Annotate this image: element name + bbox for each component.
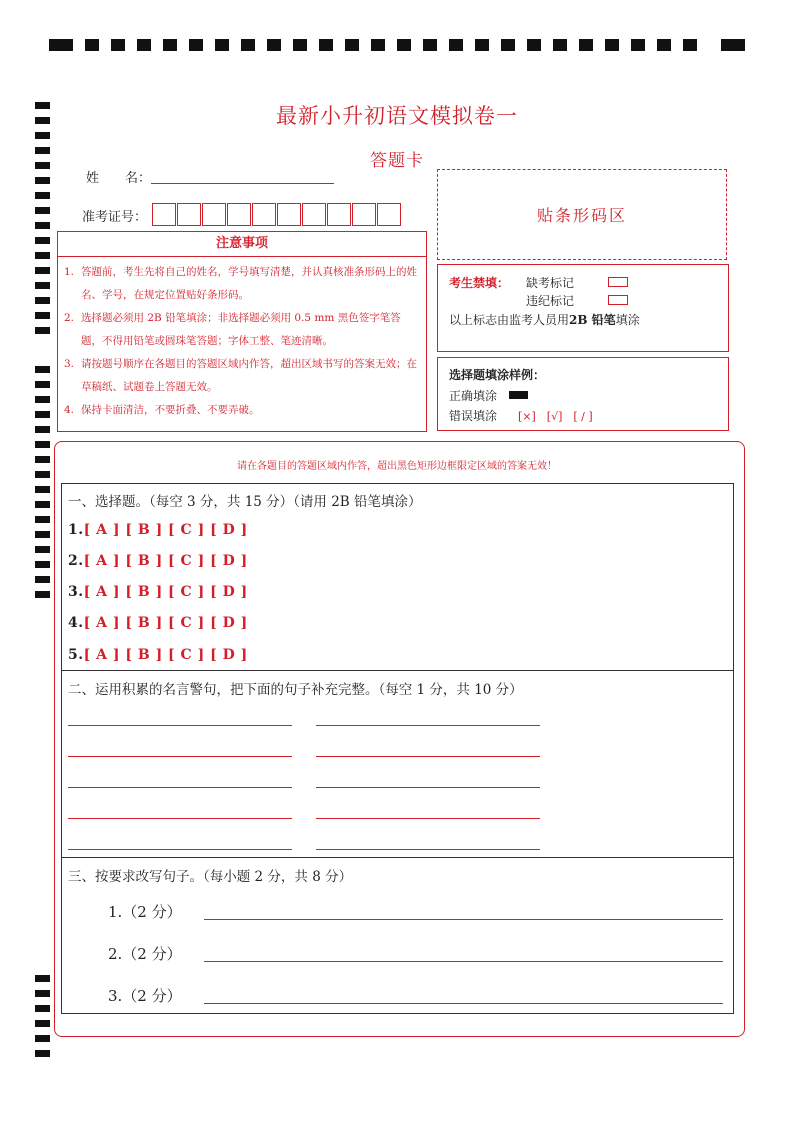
sample-title: 选择题填涂样例： [449, 368, 546, 382]
fill-blank-line[interactable] [316, 849, 540, 850]
choice-question[interactable]: 2.[ A ] [ B ] [ C ] [ D ] [68, 553, 248, 569]
correct-fill-label: 正确填涂 [449, 389, 498, 403]
exam-id-boxes [152, 203, 402, 226]
timing-mark [293, 39, 307, 51]
fill-blank-line[interactable] [316, 787, 540, 788]
fill-blank-line[interactable] [68, 725, 292, 726]
notice-box [57, 231, 427, 432]
absent-mark-label: 缺考标记 [526, 276, 575, 290]
timing-mark [683, 39, 697, 51]
choice-question[interactable]: 4.[ A ] [ B ] [ C ] [ D ] [68, 615, 248, 631]
side-mark [35, 516, 50, 523]
side-mark [35, 531, 50, 538]
fill-blank-line[interactable] [68, 756, 292, 757]
notice-item: 4. 保持卡面清洁，不要折叠、不要弄破。 [64, 404, 260, 416]
rewrite-item-label: 2.（2 分） [108, 945, 182, 963]
exam-id-digit-box[interactable] [227, 203, 251, 226]
notice-item: 3. 请按题号顺序在各题目的答题区域内作答，超出区域书写的答案无效；在草稿纸、试题卷上答题无效。 [64, 358, 417, 393]
timing-mark [85, 39, 99, 51]
side-mark [35, 546, 50, 553]
rewrite-item-label: 3.（2 分） [108, 987, 182, 1005]
side-mark [35, 576, 50, 583]
name-label: 姓 名： [86, 171, 152, 186]
timing-mark [449, 39, 463, 51]
barcode-label: 贴条形码区 [536, 206, 627, 225]
rewrite-answer-line[interactable] [204, 1003, 723, 1004]
side-mark [35, 411, 50, 418]
wrong-fill-marks: [×] [√] [ / ] [518, 410, 593, 423]
exam-id-digit-box[interactable] [377, 203, 401, 226]
side-mark [35, 282, 50, 289]
timing-mark [475, 39, 489, 51]
timing-mark [631, 39, 645, 51]
proctor-label: 考生禁填： [449, 276, 510, 290]
side-mark [35, 975, 50, 982]
exam-id-digit-box[interactable] [302, 203, 326, 226]
side-mark [35, 192, 50, 199]
side-mark [35, 177, 50, 184]
timing-mark [267, 39, 281, 51]
choice-question[interactable]: 1.[ A ] [ B ] [ C ] [ D ] [68, 522, 248, 538]
fill-blank-line[interactable] [68, 849, 292, 850]
section-divider [61, 857, 734, 858]
side-mark [35, 297, 50, 304]
side-mark [35, 267, 50, 274]
side-mark [35, 441, 50, 448]
side-mark [35, 381, 50, 388]
side-mark [35, 312, 50, 319]
side-mark [35, 366, 50, 373]
top-timing-marks [49, 39, 745, 51]
fill-blank-line[interactable] [316, 818, 540, 819]
side-mark [35, 1050, 50, 1057]
side-mark [35, 990, 50, 997]
timing-mark [241, 39, 255, 51]
name-field[interactable] [151, 183, 334, 184]
section2-title: 二、运用积累的名言警句，把下面的句子补充完整。（每空 1 分，共 10 分） [68, 682, 523, 698]
section1-title: 一、选择题。（每空 3 分，共 15 分）（请用 2B 铅笔填涂） [68, 494, 422, 510]
barcode-area [437, 169, 727, 260]
timing-mark [423, 39, 437, 51]
side-mark [35, 252, 50, 259]
side-mark [35, 471, 50, 478]
exam-id-digit-box[interactable] [277, 203, 301, 226]
timing-mark [137, 39, 151, 51]
timing-mark [501, 39, 515, 51]
timing-mark [579, 39, 593, 51]
fill-sample-box [437, 357, 729, 431]
rewrite-answer-line[interactable] [204, 919, 723, 920]
exam-title: 最新小升初语文模拟卷一 [276, 104, 518, 128]
timing-mark [605, 39, 619, 51]
correct-fill-swatch [509, 391, 528, 399]
notice-item: 1. 答题前，考生先将自己的姓名，学号填写清楚，并认真核准条形码上的姓名、学号，在规定位置贴好条形码。 [64, 266, 417, 301]
choice-question[interactable]: 5.[ A ] [ B ] [ C ] [ D ] [68, 647, 248, 663]
fill-blank-line[interactable] [316, 756, 540, 757]
timing-mark [527, 39, 541, 51]
timing-mark [397, 39, 411, 51]
choice-question[interactable]: 3.[ A ] [ B ] [ C ] [ D ] [68, 584, 248, 600]
exam-id-digit-box[interactable] [352, 203, 376, 226]
fill-blank-line[interactable] [68, 818, 292, 819]
answer-sheet-subtitle: 答题卡 [370, 151, 424, 171]
notice-heading: 注意事项 [58, 232, 426, 257]
side-mark [35, 1005, 50, 1012]
timing-mark [215, 39, 229, 51]
exam-id-digit-box[interactable] [202, 203, 226, 226]
side-mark [35, 1035, 50, 1042]
side-mark [35, 486, 50, 493]
section-divider [61, 670, 734, 671]
rewrite-answer-line[interactable] [204, 961, 723, 962]
fill-blank-line[interactable] [316, 725, 540, 726]
timing-mark [189, 39, 203, 51]
timing-mark [371, 39, 385, 51]
exam-id-digit-box[interactable] [252, 203, 276, 226]
side-mark [35, 591, 50, 598]
side-mark [35, 561, 50, 568]
timing-mark [163, 39, 177, 51]
proctor-note: 以上标志由监考人员用2B 铅笔填涂 [449, 313, 640, 327]
notice-item: 2. 选择题必须用 2B 铅笔填涂；非选择题必须用 0.5 mm 黑色签字笔答题，不得用铅笔或圆珠笔答题；字体工整、笔迹清晰。 [64, 312, 401, 347]
fill-blank-line[interactable] [68, 787, 292, 788]
side-mark [35, 1020, 50, 1027]
timing-mark [553, 39, 567, 51]
exam-id-digit-box[interactable] [152, 203, 176, 226]
rewrite-item-label: 1.（2 分） [108, 903, 182, 921]
timing-mark [657, 39, 671, 51]
side-mark [35, 132, 50, 139]
timing-mark [111, 39, 125, 51]
side-mark [35, 327, 50, 334]
violation-mark-label: 违纪标记 [526, 294, 575, 308]
exam-id-label: 准考证号： [82, 210, 148, 225]
absent-mark-box[interactable] [608, 277, 628, 287]
exam-id-digit-box[interactable] [327, 203, 351, 226]
timing-mark [345, 39, 359, 51]
timing-mark [49, 39, 73, 51]
section3-title: 三、按要求改写句子。（每小题 2 分，共 8 分） [68, 869, 353, 885]
timing-mark [721, 39, 745, 51]
side-mark [35, 396, 50, 403]
side-mark [35, 426, 50, 433]
side-mark [35, 501, 50, 508]
violation-mark-box[interactable] [608, 295, 628, 305]
area-warning: 请在各题目的答题区域内作答，超出黑色矩形边框限定区域的答案无效！ [237, 461, 557, 472]
side-mark [35, 222, 50, 229]
wrong-fill-label: 错误填涂 [449, 409, 498, 423]
proctor-only-box [437, 264, 729, 352]
exam-id-digit-box[interactable] [177, 203, 201, 226]
side-mark [35, 207, 50, 214]
timing-mark [319, 39, 333, 51]
side-mark [35, 237, 50, 244]
